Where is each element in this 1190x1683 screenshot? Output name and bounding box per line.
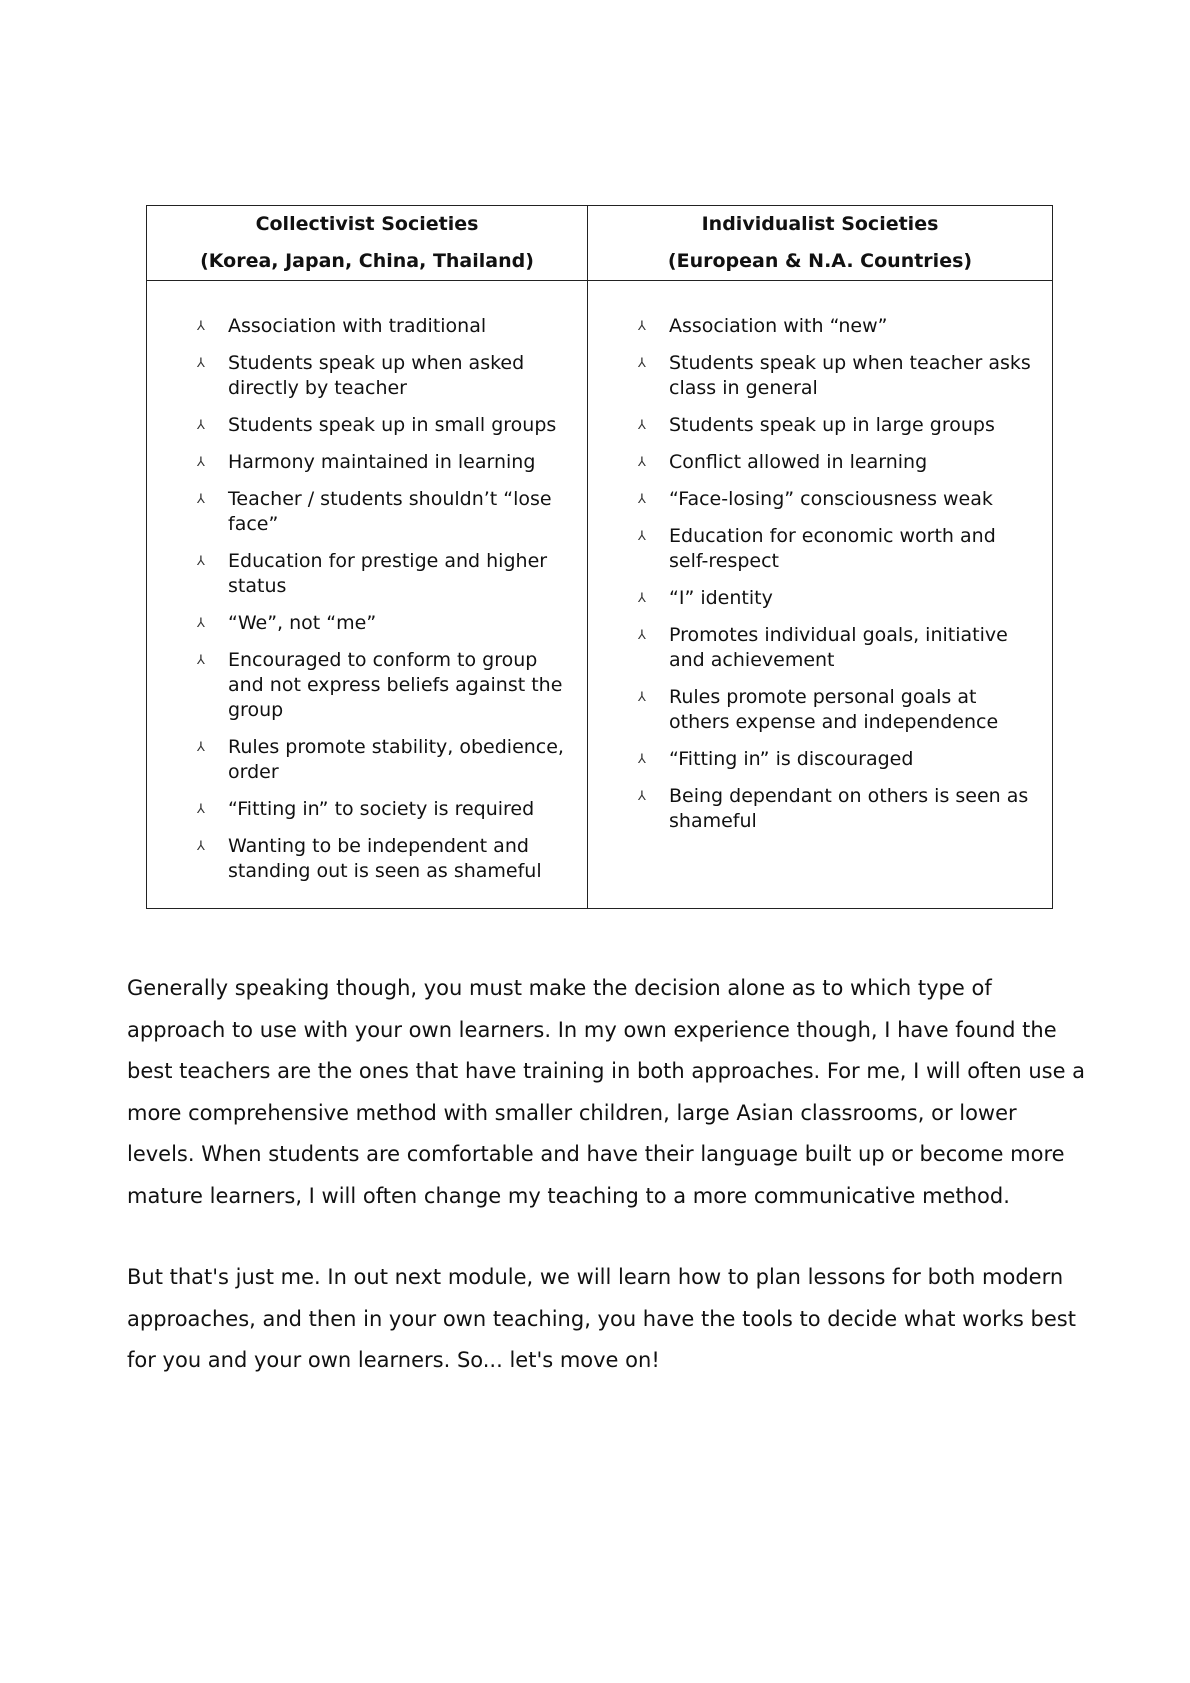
list-item xyxy=(197,549,572,599)
bullet-icon: ⅄ xyxy=(638,319,646,334)
bullet-icon: ⅄ xyxy=(197,356,205,371)
list-item xyxy=(638,623,1038,673)
list-item-text: Rules promote stability, obedience, order xyxy=(228,736,564,783)
bullet-icon: ⅄ xyxy=(197,740,205,755)
list-item xyxy=(197,450,572,475)
list-item-text: “Fitting in” is discouraged xyxy=(669,748,914,770)
collectivist-title: Collectivist Societies xyxy=(255,213,479,235)
list-item-text: Students speak up in small groups xyxy=(228,414,557,436)
list-item-text: Teacher / students shouldn’t “lose face” xyxy=(228,488,552,535)
collectivist-list xyxy=(197,314,572,884)
list-item-text: Being dependant on others is seen as shameful xyxy=(669,785,1029,832)
list-item-text: Rules promote personal goals at others expense and independence xyxy=(669,686,999,733)
bullet-icon: ⅄ xyxy=(638,529,646,544)
individualist-title: Individualist Societies xyxy=(701,213,939,235)
list-item-text: Students speak up in large groups xyxy=(669,414,995,436)
list-item xyxy=(197,834,572,884)
list-item xyxy=(638,784,1038,834)
list-item xyxy=(638,314,1038,339)
list-item-text: Harmony maintained in learning xyxy=(228,451,536,473)
list-item xyxy=(638,450,1038,475)
comparison-table xyxy=(146,205,1053,909)
bullet-icon: ⅄ xyxy=(197,839,205,854)
list-item-text: “We”, not “me” xyxy=(228,612,377,634)
list-item xyxy=(197,314,572,339)
table-header-row xyxy=(147,206,1053,281)
list-item-text: Promotes individual goals, initiative and achievement xyxy=(669,624,1008,671)
bullet-icon: ⅄ xyxy=(197,319,205,334)
individualist-countries: (European & N.A. Countries) xyxy=(667,250,973,272)
bullet-icon: ⅄ xyxy=(638,690,646,705)
bullet-icon: ⅄ xyxy=(638,492,646,507)
list-item-text: “I” identity xyxy=(669,587,773,609)
list-item xyxy=(638,685,1038,735)
body-paragraph-1: Generally speaking though, you must make the decision alone as to which type of approach to use with your own learners. In my own experience though, I have found the best teachers are the ones that have training in both approaches. For me, I will often use a more comprehensive method with smaller children, large Asian classrooms, or lower levels. When students are comfortable and have their language built up or become more mature learners, I will often change my teaching to a more communicative method. xyxy=(127,976,1086,1208)
individualist-header xyxy=(588,206,1053,281)
bullet-icon: ⅄ xyxy=(638,356,646,371)
list-item xyxy=(638,586,1038,611)
list-item xyxy=(638,351,1038,401)
bullet-icon: ⅄ xyxy=(197,418,205,433)
body-paragraph-2: But that's just me. In out next module, we will learn how to plan lessons for both modern approaches, and then in your own teaching, you have the tools to decide what works best for you and your own learners. So... let's move on! xyxy=(127,1265,1076,1372)
list-item xyxy=(197,413,572,438)
list-item-text: Association with “new” xyxy=(669,315,888,337)
bullet-icon: ⅄ xyxy=(638,591,646,606)
bullet-icon: ⅄ xyxy=(638,752,646,767)
list-item-text: Encouraged to conform to group and not express beliefs against the group xyxy=(228,649,563,721)
list-item-text: Education for prestige and higher status xyxy=(228,550,548,597)
list-item-text: Students speak up when asked directly by teacher xyxy=(228,352,525,399)
list-item xyxy=(638,524,1038,574)
bullet-icon: ⅄ xyxy=(638,418,646,433)
collectivist-header xyxy=(147,206,588,281)
list-item-text: Wanting to be independent and standing out is seen as shameful xyxy=(228,835,542,882)
list-item xyxy=(197,648,572,723)
bullet-icon: ⅄ xyxy=(197,653,205,668)
list-item xyxy=(197,351,572,401)
list-item-text: Students speak up when teacher asks class in general xyxy=(669,352,1031,399)
bullet-icon: ⅄ xyxy=(197,455,205,470)
bullet-icon: ⅄ xyxy=(197,802,205,817)
list-item xyxy=(638,413,1038,438)
individualist-list xyxy=(638,314,1038,834)
bullet-icon: ⅄ xyxy=(638,789,646,804)
table-body-row xyxy=(147,281,1053,909)
individualist-cell xyxy=(588,281,1053,909)
bullet-icon: ⅄ xyxy=(638,628,646,643)
list-item xyxy=(197,611,572,636)
list-item-text: Education for economic worth and self-respect xyxy=(669,525,996,572)
bullet-icon: ⅄ xyxy=(197,554,205,569)
list-item-text: Conflict allowed in learning xyxy=(669,451,928,473)
list-item-text: “Face-losing” consciousness weak xyxy=(669,488,993,510)
list-item-text: “Fitting in” to society is required xyxy=(228,798,535,820)
collectivist-cell xyxy=(147,281,588,909)
list-item xyxy=(197,797,572,822)
bullet-icon: ⅄ xyxy=(197,616,205,631)
list-item xyxy=(638,487,1038,512)
bullet-icon: ⅄ xyxy=(197,492,205,507)
collectivist-countries: (Korea, Japan, China, Thailand) xyxy=(200,250,534,272)
list-item-text: Association with traditional xyxy=(228,315,487,337)
bullet-icon: ⅄ xyxy=(638,455,646,470)
list-item xyxy=(197,735,572,785)
list-item xyxy=(638,747,1038,772)
list-item xyxy=(197,487,572,537)
